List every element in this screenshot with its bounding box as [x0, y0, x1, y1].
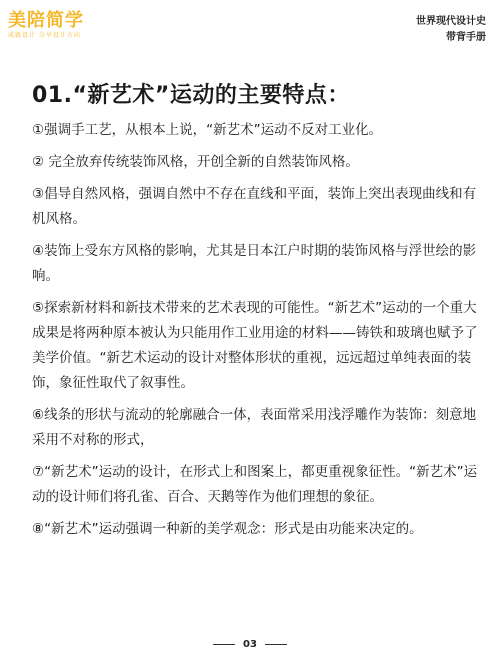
page-number: 03 — [243, 638, 257, 650]
list-item: ⑤探索新材料和新技术带来的艺术表现的可能性。“新艺术”运动的一个重大成果是将两种原本被认为只能用作工业用途的材料——铸铁和玻璃也赋予了美学价值。“新艺术运动的设计对整体形状的重视，远远超过单纯表面的装饰，象征性取代了叙事性。 — [32, 300, 478, 391]
list-item: ③倡导自然风格，强调自然中不存在直线和平面，装饰上突出表现曲线和有机风格。 — [32, 186, 477, 227]
logo-subtext: 成就设计 分享设计方向 — [8, 32, 81, 39]
page-footer — [0, 634, 500, 654]
footer-divider-right — [265, 644, 287, 645]
logo-text: 美陪简学 — [8, 10, 84, 31]
series-title: 世界现代设计史 — [416, 16, 486, 27]
series-info — [416, 14, 486, 46]
page-header — [0, 0, 500, 60]
list-item: ⑦“新艺术”运动的设计，在形式上和图案上，都更重视象征性。“新艺术”运动的设计师们将孔雀、百合、天鹅等作为他们理想的象征。 — [32, 464, 478, 505]
list-item: ⑧“新艺术”运动强调一种新的美学观念：形式是由功能来决定的。 — [32, 521, 423, 537]
brand-logo — [8, 10, 84, 40]
list-item: ④装饰上受东方风格的影响，尤其是日本江户时期的装饰风格与浮世绘的影响。 — [32, 243, 477, 284]
feature-list — [32, 118, 480, 549]
list-item: ⑥线条的形状与流动的轮廓融合一体，表面常采用浅浮雕作为装饰：刻意地采用不对称的形式， — [32, 407, 477, 448]
series-subtitle: 带背手册 — [446, 32, 486, 43]
page-title: 01.“新艺术”运动的主要特点： — [32, 83, 350, 108]
footer-divider-left — [213, 644, 235, 645]
list-item: ①强调手工艺，从根本上说，“新艺术”运动不反对工业化。 — [32, 122, 383, 138]
list-item: ② 完全放弃传统装饰风格，开创全新的自然装饰风格。 — [32, 154, 359, 170]
